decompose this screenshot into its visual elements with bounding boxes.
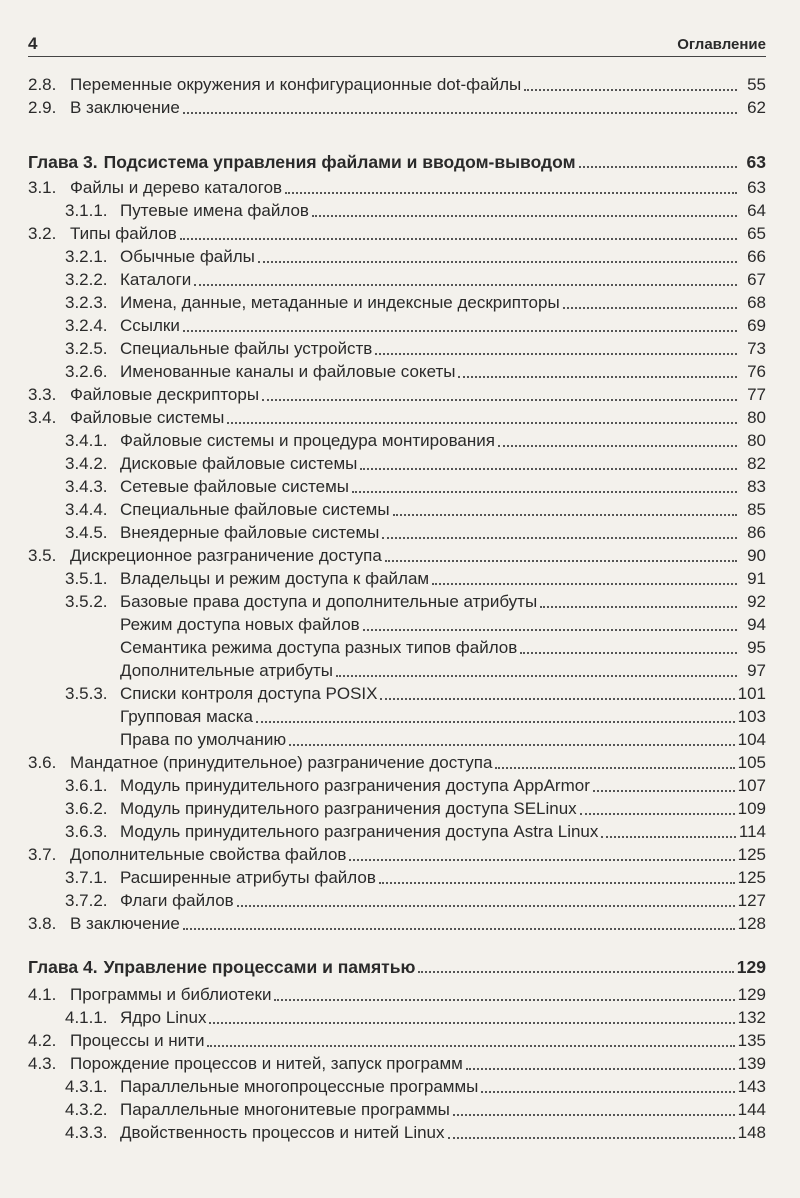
toc-entry-number: 3.5.1. xyxy=(65,569,108,588)
toc-entry-page: 91 xyxy=(747,569,766,588)
toc-leader-dots xyxy=(385,560,737,562)
toc-entry-title: Файловые системы xyxy=(70,408,225,427)
toc-entry-title: Специальные файловые системы xyxy=(120,500,390,519)
toc-chapter xyxy=(28,955,766,978)
toc-leader-dots xyxy=(207,1045,734,1047)
toc-entry-page: 68 xyxy=(747,293,766,312)
toc-leader-dots xyxy=(360,468,737,470)
toc-entry-number: 4.3.1. xyxy=(65,1077,108,1096)
toc-leader-dots xyxy=(495,767,734,769)
toc-leader-dots xyxy=(448,1137,735,1139)
toc-entry-page: 66 xyxy=(747,247,766,266)
toc-entry-title: Дополнительные атрибуты xyxy=(120,661,333,680)
toc-leader-dots xyxy=(183,928,735,930)
toc-leader-dots xyxy=(274,999,734,1001)
toc-entry-number: 3.2.1. xyxy=(65,247,108,266)
toc-entry xyxy=(28,383,766,406)
toc-leader-dots xyxy=(237,905,735,907)
toc-entry-number: 3.2.6. xyxy=(65,362,108,381)
toc-entry-page: 73 xyxy=(747,339,766,358)
toc-entry-title: Путевые имена файлов xyxy=(120,201,309,220)
toc-entry-title: Именованные каналы и файловые сокеты xyxy=(120,362,456,381)
toc-entry-title: Базовые права доступа и дополнительные атрибуты xyxy=(120,592,538,611)
running-title: Оглавление xyxy=(677,36,766,53)
toc-entry xyxy=(28,452,766,475)
toc-leader-dots xyxy=(540,606,737,608)
toc-entry-title: Файловые дескрипторы xyxy=(70,385,260,404)
toc-entry xyxy=(28,774,766,797)
toc-leader-dots xyxy=(453,1114,735,1116)
toc-entry-title: Параллельные многопроцессные программы xyxy=(120,1077,479,1096)
toc-entry xyxy=(28,820,766,843)
toc-leader-dots xyxy=(336,675,737,677)
toc-entry-page: 129 xyxy=(737,985,766,1004)
toc-leader-dots xyxy=(379,882,735,884)
toc-entry xyxy=(28,199,766,222)
toc-entry-title: Программы и библиотеки xyxy=(70,985,272,1004)
toc-entry-title: Управление процессами и памятью xyxy=(103,957,416,977)
toc-entry xyxy=(28,475,766,498)
toc-entry-page: 97 xyxy=(747,661,766,680)
toc-entry-page: 76 xyxy=(747,362,766,381)
toc-entry xyxy=(28,268,766,291)
toc-leader-dots xyxy=(349,859,734,861)
toc-entry xyxy=(28,889,766,912)
toc-entry-page: 86 xyxy=(747,523,766,542)
toc-leader-dots xyxy=(580,813,735,815)
toc-leader-dots xyxy=(466,1068,735,1070)
toc-leader-dots xyxy=(352,491,737,493)
toc-entry-page: 104 xyxy=(737,730,766,749)
toc-entry-title: Подсистема управления файлами и вводом-выводом xyxy=(103,152,576,172)
toc-entry-title: Типы файлов xyxy=(70,224,177,243)
toc-entry-page: 69 xyxy=(747,316,766,335)
toc-entry-number: Глава 4. xyxy=(28,957,98,977)
toc-entry-page: 105 xyxy=(737,753,766,772)
toc-entry-page: 144 xyxy=(737,1100,766,1119)
toc-entry-title: Групповая маска xyxy=(120,707,254,726)
toc-entry xyxy=(28,567,766,590)
toc-entry xyxy=(28,314,766,337)
toc-entry-number: 3.4.3. xyxy=(65,477,108,496)
toc-entry-title: Дискреционное разграничение доступа xyxy=(70,546,382,565)
toc-entry-title: Владельцы и режим доступа к файлам xyxy=(120,569,430,588)
toc-entry-page: 95 xyxy=(747,638,766,657)
toc-leader-dots xyxy=(481,1091,734,1093)
toc-entry-number: 3.6.2. xyxy=(65,799,108,818)
toc-entry-number: 3.2.2. xyxy=(65,270,108,289)
toc-entry-page: 67 xyxy=(747,270,766,289)
toc-entry-number: 3.2. xyxy=(28,224,57,243)
toc-entry-page: 109 xyxy=(737,799,766,818)
toc-entry-title: Модуль принудительного разграничения доступа AppArmor xyxy=(120,776,590,795)
toc-entry xyxy=(28,498,766,521)
page-number: 4 xyxy=(28,34,38,53)
toc-entry-page: 101 xyxy=(737,684,766,703)
toc-entry xyxy=(28,73,766,96)
toc-entry xyxy=(28,176,766,199)
toc-entry-title: Списки контроля доступа POSIX xyxy=(120,684,378,703)
toc-entry-number: 3.7.2. xyxy=(65,891,108,910)
toc-leader-dots xyxy=(375,353,737,355)
toc-entry xyxy=(28,613,766,636)
toc-leader-dots xyxy=(393,514,737,516)
toc-entry xyxy=(28,682,766,705)
toc-entry xyxy=(28,797,766,820)
toc-entry-number: 3.6.1. xyxy=(65,776,108,795)
toc-leader-dots xyxy=(524,89,737,91)
toc-leader-dots xyxy=(183,330,737,332)
toc-entry-title: В заключение xyxy=(70,914,180,933)
toc-entry-title: Каталоги xyxy=(120,270,192,289)
toc-chapter xyxy=(28,150,766,173)
toc-entry xyxy=(28,1006,766,1029)
toc-entry-number: 2.8. xyxy=(28,75,57,94)
toc-entry-number: 3.5. xyxy=(28,546,57,565)
toc-entry xyxy=(28,337,766,360)
toc-entry-page: 94 xyxy=(747,615,766,634)
toc-entry-title: Файлы и дерево каталогов xyxy=(70,178,283,197)
toc-entry-number: 3.4.5. xyxy=(65,523,108,542)
toc-leader-dots xyxy=(180,238,737,240)
toc-leader-dots xyxy=(289,744,735,746)
toc-leader-dots xyxy=(285,192,737,194)
toc-entry-page: 85 xyxy=(747,500,766,519)
toc-entry xyxy=(28,636,766,659)
toc-entry xyxy=(28,406,766,429)
toc-leader-dots xyxy=(458,376,737,378)
toc-leader-dots xyxy=(593,790,735,792)
toc-entry-number: 3.7. xyxy=(28,845,57,864)
toc-leader-dots xyxy=(498,445,737,447)
toc-entry xyxy=(28,659,766,682)
toc-entry xyxy=(28,429,766,452)
toc-entry-title: Параллельные многонитевые программы xyxy=(120,1100,450,1119)
toc-leader-dots xyxy=(258,261,737,263)
toc-entry xyxy=(28,912,766,935)
toc-leader-dots xyxy=(183,112,737,114)
toc-entry-page: 83 xyxy=(747,477,766,496)
toc-entry-number: 3.3. xyxy=(28,385,57,404)
toc-entry-number: 4.3.3. xyxy=(65,1123,108,1142)
toc-entry xyxy=(28,751,766,774)
toc-leader-dots xyxy=(520,652,737,654)
toc-entry xyxy=(28,521,766,544)
toc-entry-page: 63 xyxy=(747,178,766,197)
toc-entry xyxy=(28,1075,766,1098)
toc-entry-page: 125 xyxy=(737,845,766,864)
toc-leader-dots xyxy=(312,215,737,217)
toc-entry-number: 4.2. xyxy=(28,1031,57,1050)
toc-entry xyxy=(28,1098,766,1121)
toc-leader-dots xyxy=(579,166,737,168)
toc-entry-title: Переменные окружения и конфигурационные dot-файлы xyxy=(70,75,522,94)
toc-entry xyxy=(28,222,766,245)
toc-entry xyxy=(28,843,766,866)
toc-entry-title: Дополнительные свойства файлов xyxy=(70,845,347,864)
toc-entry xyxy=(28,1029,766,1052)
toc-entry-number: 3.4.4. xyxy=(65,500,108,519)
toc-leader-dots xyxy=(262,399,737,401)
toc-entry-page: 82 xyxy=(747,454,766,473)
page-header xyxy=(28,30,766,57)
toc-entry-page: 77 xyxy=(747,385,766,404)
toc-entry-page: 139 xyxy=(737,1054,766,1073)
toc-entry-title: Внеядерные файловые системы xyxy=(120,523,380,542)
toc-entry-number: 3.2.5. xyxy=(65,339,108,358)
toc-leader-dots xyxy=(601,836,736,838)
toc-entry-page: 64 xyxy=(747,201,766,220)
toc-entry-number: 4.3. xyxy=(28,1054,57,1073)
toc-entry xyxy=(28,291,766,314)
toc-entry-number: 4.1.1. xyxy=(65,1008,108,1027)
toc-entry xyxy=(28,544,766,567)
toc-entry-page: 55 xyxy=(747,75,766,94)
toc-entry-title: Имена, данные, метаданные и индексные дескрипторы xyxy=(120,293,560,312)
toc-entry-number: 3.4. xyxy=(28,408,57,427)
toc-entry-title: Ядро Linux xyxy=(120,1008,207,1027)
toc-entry-page: 63 xyxy=(746,152,766,172)
toc-entry-number: 3.4.1. xyxy=(65,431,108,450)
toc-entry xyxy=(28,866,766,889)
toc-entry-number: 4.1. xyxy=(28,985,57,1004)
toc-entry-page: 129 xyxy=(736,957,766,977)
toc-entry-title: Ссылки xyxy=(120,316,180,335)
toc-entry-page: 80 xyxy=(747,408,766,427)
toc-entry-title: Сетевые файловые системы xyxy=(120,477,350,496)
toc-entry-title: Модуль принудительного разграничения доступа SELinux xyxy=(120,799,577,818)
toc-entry-title: Порождение процессов и нитей, запуск программ xyxy=(70,1054,463,1073)
toc-entry-title: Двойственность процессов и нитей Linux xyxy=(120,1123,445,1142)
toc-entry-number: Глава 3. xyxy=(28,152,98,172)
toc-leader-dots xyxy=(432,583,737,585)
toc-entry-page: 143 xyxy=(737,1077,766,1096)
toc-entry xyxy=(28,245,766,268)
toc-entry-number: 3.5.2. xyxy=(65,592,108,611)
toc-entry-title: Специальные файлы устройств xyxy=(120,339,373,358)
toc-leader-dots xyxy=(563,307,737,309)
toc-entry-number: 2.9. xyxy=(28,98,57,117)
toc-entry-page: 103 xyxy=(737,707,766,726)
toc-entry-page: 135 xyxy=(737,1031,766,1050)
toc-entry-page: 65 xyxy=(747,224,766,243)
toc-entry xyxy=(28,1052,766,1075)
toc-entry-number: 3.2.3. xyxy=(65,293,108,312)
toc-leader-dots xyxy=(363,629,737,631)
toc-entry xyxy=(28,590,766,613)
toc-entry xyxy=(28,983,766,1006)
toc-leader-dots xyxy=(380,698,734,700)
toc-entry-page: 148 xyxy=(737,1123,766,1142)
toc-entry xyxy=(28,705,766,728)
toc-entry-page: 80 xyxy=(747,431,766,450)
toc-entry-page: 125 xyxy=(737,868,766,887)
toc-entry-page: 62 xyxy=(747,98,766,117)
toc-entry-title: Модуль принудительного разграничения доступа Astra Linux xyxy=(120,822,599,841)
toc-entry-title: Процессы и нити xyxy=(70,1031,205,1050)
toc-leader-dots xyxy=(209,1022,734,1024)
toc-entry xyxy=(28,1121,766,1144)
toc-entry-number: 3.1. xyxy=(28,178,57,197)
toc-entry-number: 3.5.3. xyxy=(65,684,108,703)
toc-leader-dots xyxy=(227,422,737,424)
toc-entry-title: Флаги файлов xyxy=(120,891,234,910)
toc-entry-page: 127 xyxy=(737,891,766,910)
toc-leader-dots xyxy=(418,971,733,973)
toc-entry-number: 3.6. xyxy=(28,753,57,772)
toc-entry-number: 3.1.1. xyxy=(65,201,108,220)
toc-entry-title: В заключение xyxy=(70,98,180,117)
toc-entry-title: Обычные файлы xyxy=(120,247,255,266)
toc-entry-title: Мандатное (принудительное) разграничение доступа xyxy=(70,753,493,772)
toc-entry-number: 3.6.3. xyxy=(65,822,108,841)
toc-entry-number: 3.4.2. xyxy=(65,454,108,473)
toc-leader-dots xyxy=(256,721,735,723)
toc-leader-dots xyxy=(382,537,737,539)
toc-entry-page: 132 xyxy=(737,1008,766,1027)
toc-entry-number: 3.2.4. xyxy=(65,316,108,335)
toc-entry-title: Файловые системы и процедура монтирования xyxy=(120,431,495,450)
toc-entry-number: 3.8. xyxy=(28,914,57,933)
toc-entry-title: Дисковые файловые системы xyxy=(120,454,358,473)
toc-entry-title: Права по умолчанию xyxy=(120,730,287,749)
toc-leader-dots xyxy=(194,284,737,286)
toc-entry-page: 90 xyxy=(747,546,766,565)
toc-entry xyxy=(28,360,766,383)
toc-entry-page: 92 xyxy=(747,592,766,611)
toc-entry xyxy=(28,728,766,751)
toc-entry-title: Режим доступа новых файлов xyxy=(120,615,360,634)
toc-entry-number: 4.3.2. xyxy=(65,1100,108,1119)
toc-entry-number: 3.7.1. xyxy=(65,868,108,887)
toc-entry-page: 114 xyxy=(738,822,766,841)
toc-entry xyxy=(28,96,766,119)
toc-entry-page: 107 xyxy=(737,776,766,795)
toc-entry-title: Расширенные атрибуты файлов xyxy=(120,868,376,887)
toc-entry-title: Семантика режима доступа разных типов файлов xyxy=(120,638,518,657)
toc-entry-page: 128 xyxy=(737,914,766,933)
